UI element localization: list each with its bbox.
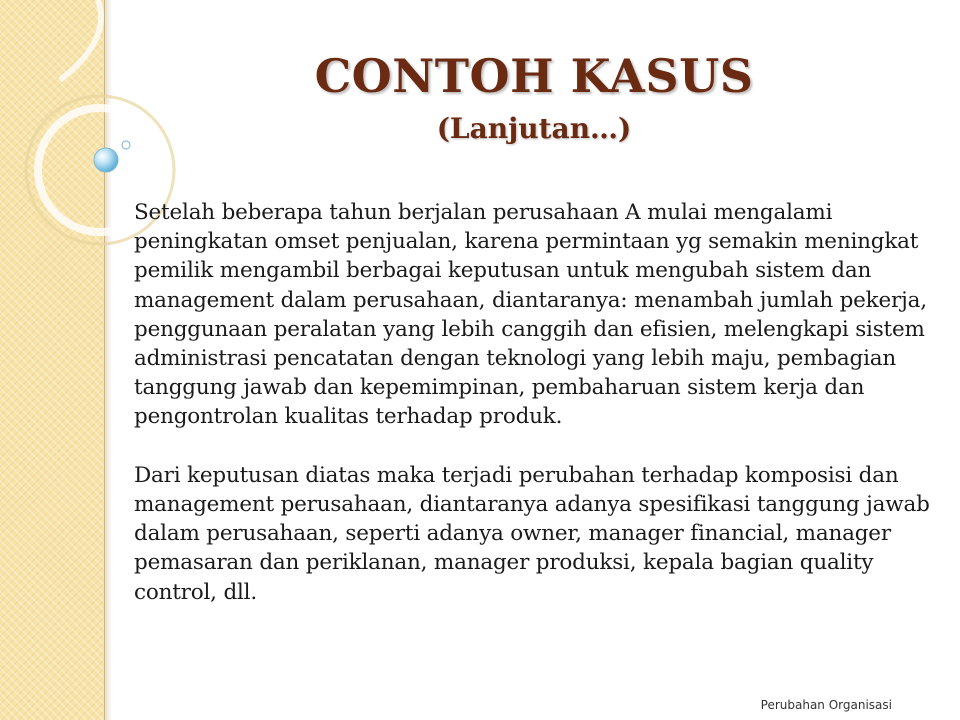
paragraph-1: Setelah beberapa tahun berjalan perusahaan A mulai mengalami peningkatan omset penjualan, karena permintaan yg semakin meningkat pemilik mengambil berbagai keputusan untuk mengubah sistem dan management dalam perusahaan, diantaranya: menambah jumlah pekerja, penggunaan peralatan yang lebih canggih dan efisien, melengkapi sistem administrasi pencatatan dengan teknologi yang lebih maju, pembagian tanggung jawab dan kepemimpinan, pembaharuan sistem kerja dan pengontrolan kualitas terhadap produk. <box>134 200 927 430</box>
slide-body <box>134 198 934 636</box>
slide-title: CONTOH KASUS <box>314 49 754 103</box>
slide-subtitle: (Lanjutan…) <box>436 112 632 145</box>
paragraph-2: Dari keputusan diatas maka terjadi perubahan terhadap komposisi dan management perusahaan, diantaranya adanya spesifikasi tanggung jawab dalam perusahaan, seperti adanya owner, manager financial, manager pemasaran dan periklanan, manager produksi, kepala bagian quality control, dll. <box>134 462 930 605</box>
slide-footer: Perubahan Organisasi <box>760 698 892 712</box>
blue-bubble-icon <box>94 148 118 172</box>
